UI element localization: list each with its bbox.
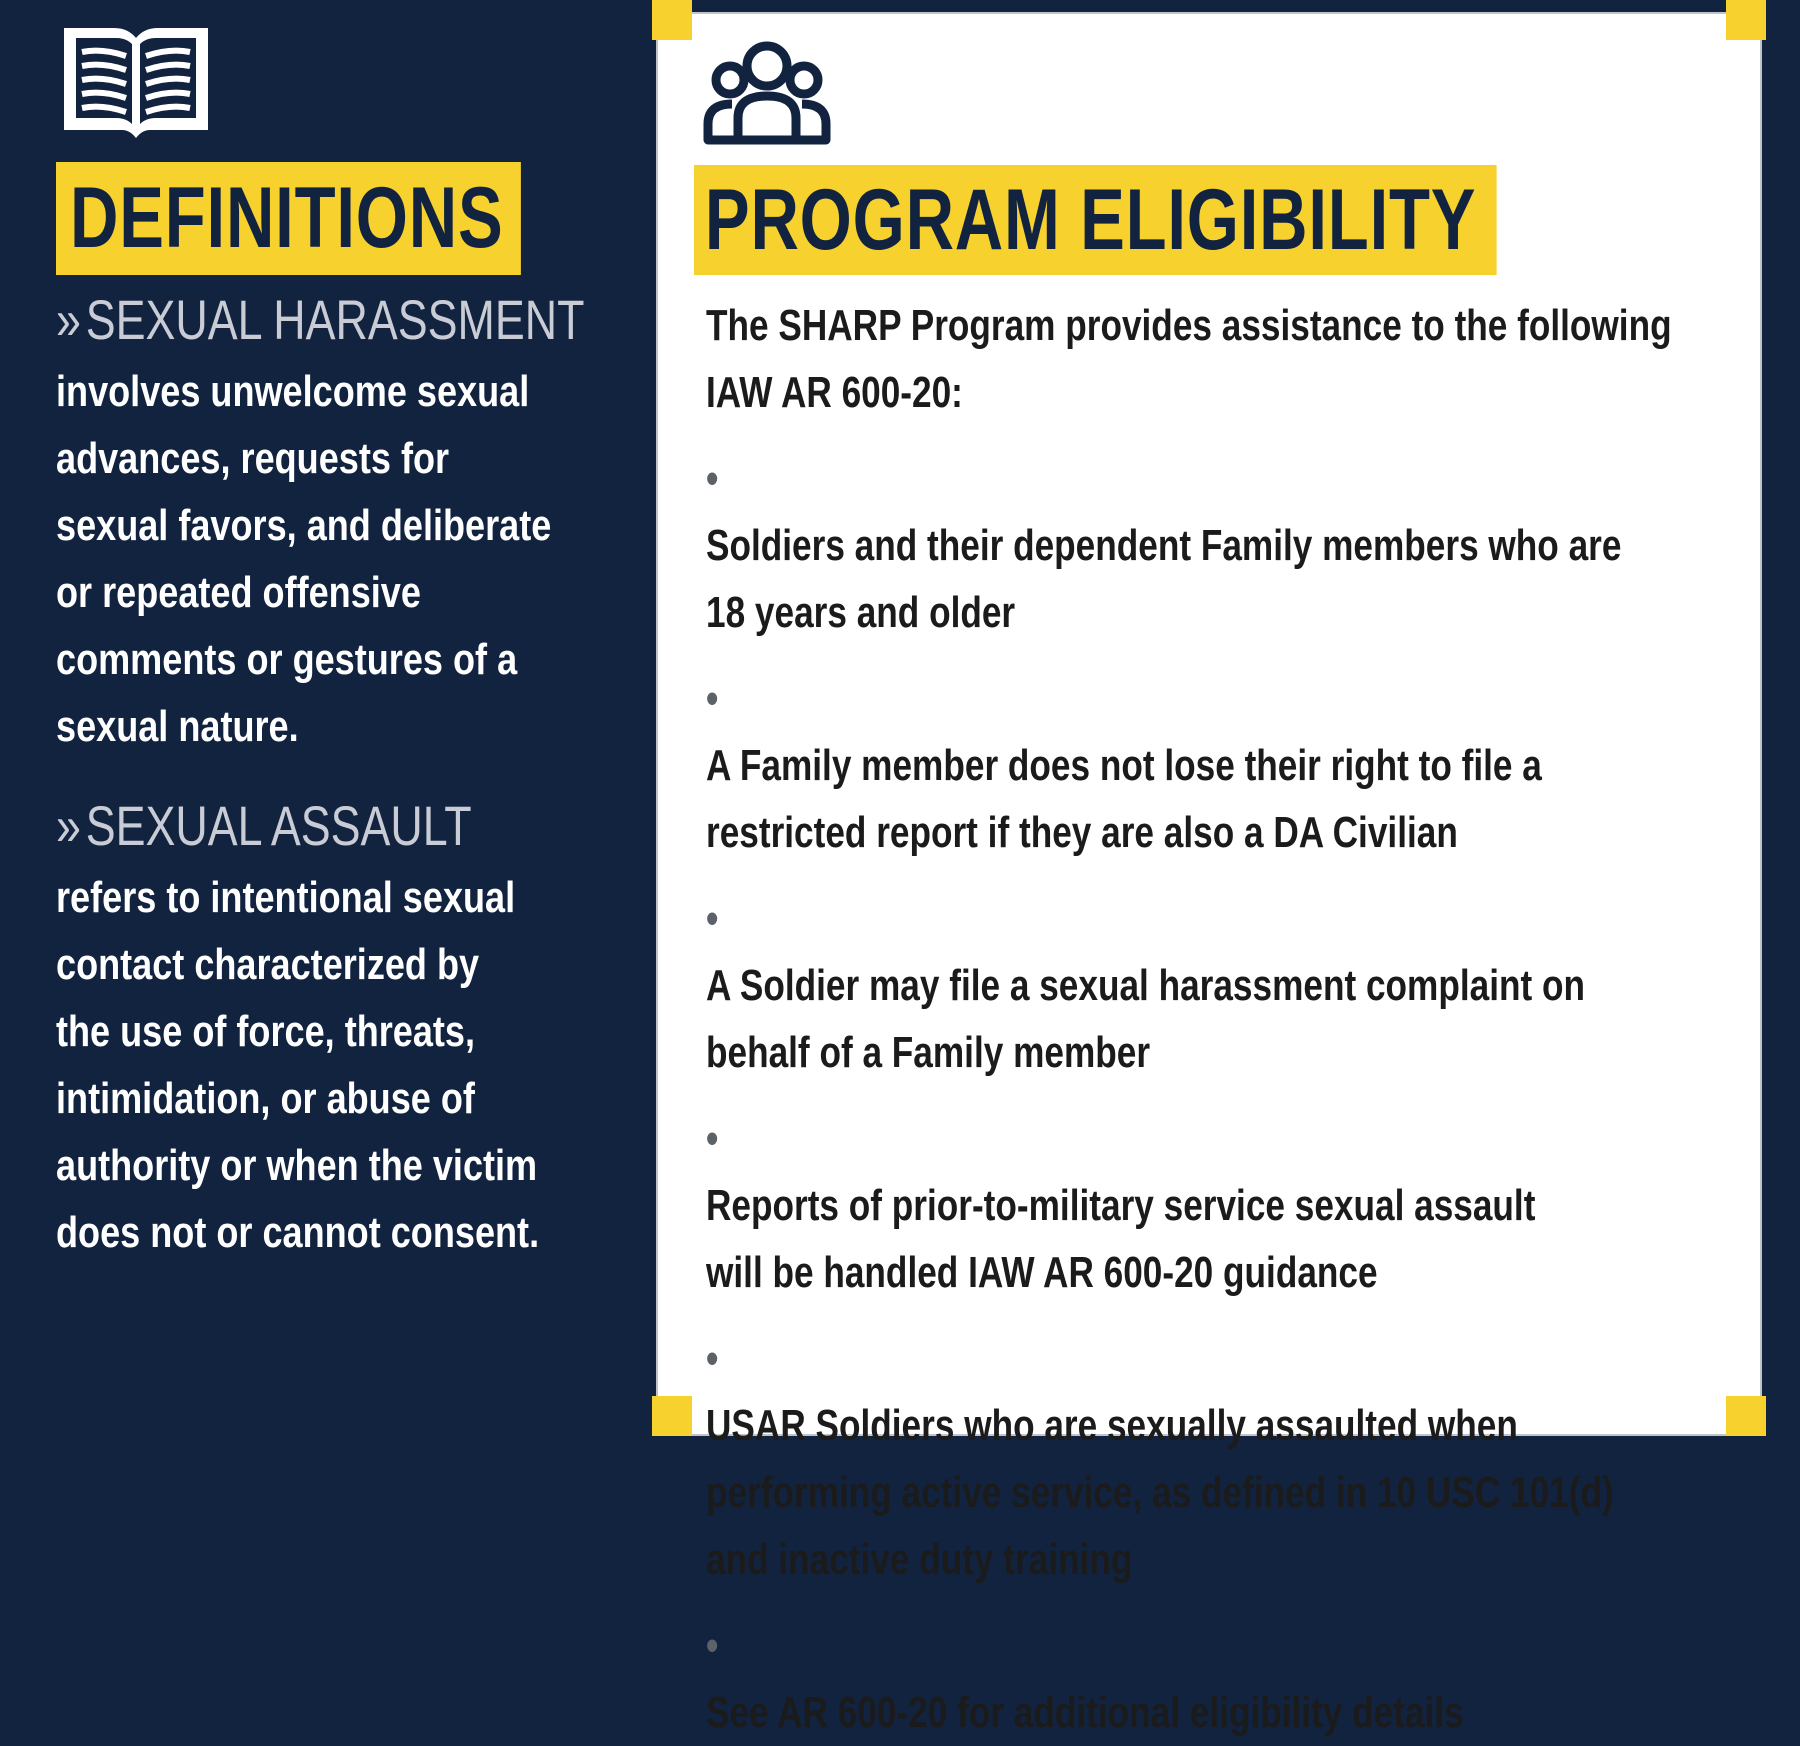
definition-line: advances, requests for [56, 434, 450, 483]
eligibility-item: • See AR 600-20 for additional eligibility details [706, 1612, 1770, 1746]
eligibility-item: • A Family member does not lose their right to file a restricted report if they are also a DA Civilian [706, 665, 1770, 866]
book-icon [58, 18, 214, 142]
bullet-icon: • [706, 1114, 719, 1163]
corner-accent [1726, 0, 1766, 40]
definition-line: the use of force, threats, [56, 1007, 476, 1056]
bullet-icon: • [706, 674, 719, 723]
corner-accent [652, 0, 692, 40]
eligibility-item: • A Soldier may file a sexual harassment complaint on behalf of a Family member [706, 885, 1770, 1086]
eligibility-item: • Soldiers and their dependent Family members who are 18 years and older [706, 445, 1770, 646]
people-group-icon [702, 36, 832, 146]
eligibility-item: • Reports of prior-to-military service sexual assault will be handled IAW AR 600-20 guidance [706, 1105, 1770, 1306]
bullet-icon: • [706, 894, 719, 943]
bullet-icon: • [706, 1334, 719, 1383]
definitions-panel [0, 0, 650, 1472]
definition-line: does not or cannot consent. [56, 1208, 540, 1257]
definition-line: refers to intentional sexual [56, 873, 516, 922]
definition-line: or repeated offensive [56, 568, 421, 617]
term-sexual-assault: »SEXUAL ASSAULT [56, 794, 472, 857]
corner-accent [652, 1396, 692, 1436]
definition-line: contact characterized by [56, 940, 480, 989]
term-sexual-harassment: »SEXUAL HARASSMENT [56, 288, 585, 351]
chevron-icon: » [56, 288, 81, 351]
definition-sexual-harassment [56, 358, 597, 760]
chevron-icon: » [56, 794, 81, 857]
eligibility-intro: The SHARP Program provides assistance to the following IAW AR 600-20: [706, 301, 1672, 417]
eligibility-item: • USAR Soldiers who are sexually assaulted when performing active service, as defined in 10 USC 101(d) and inactive duty training [706, 1325, 1770, 1593]
definition-line: sexual favors, and deliberate [56, 501, 552, 550]
definition-line: involves unwelcome sexual [56, 367, 530, 416]
definition-line: comments or gestures of a [56, 635, 518, 684]
eligibility-content [706, 292, 1770, 1746]
definition-line: authority or when the victim [56, 1141, 538, 1190]
bullet-icon: • [706, 454, 719, 503]
definition-sexual-assault [56, 864, 597, 1266]
definitions-heading: DEFINITIONS [56, 162, 521, 275]
definition-line: sexual nature. [56, 702, 299, 751]
definition-line: intimidation, or abuse of [56, 1074, 475, 1123]
bullet-icon: • [706, 1621, 719, 1670]
eligibility-heading: PROGRAM ELIGIBILITY [694, 165, 1497, 275]
